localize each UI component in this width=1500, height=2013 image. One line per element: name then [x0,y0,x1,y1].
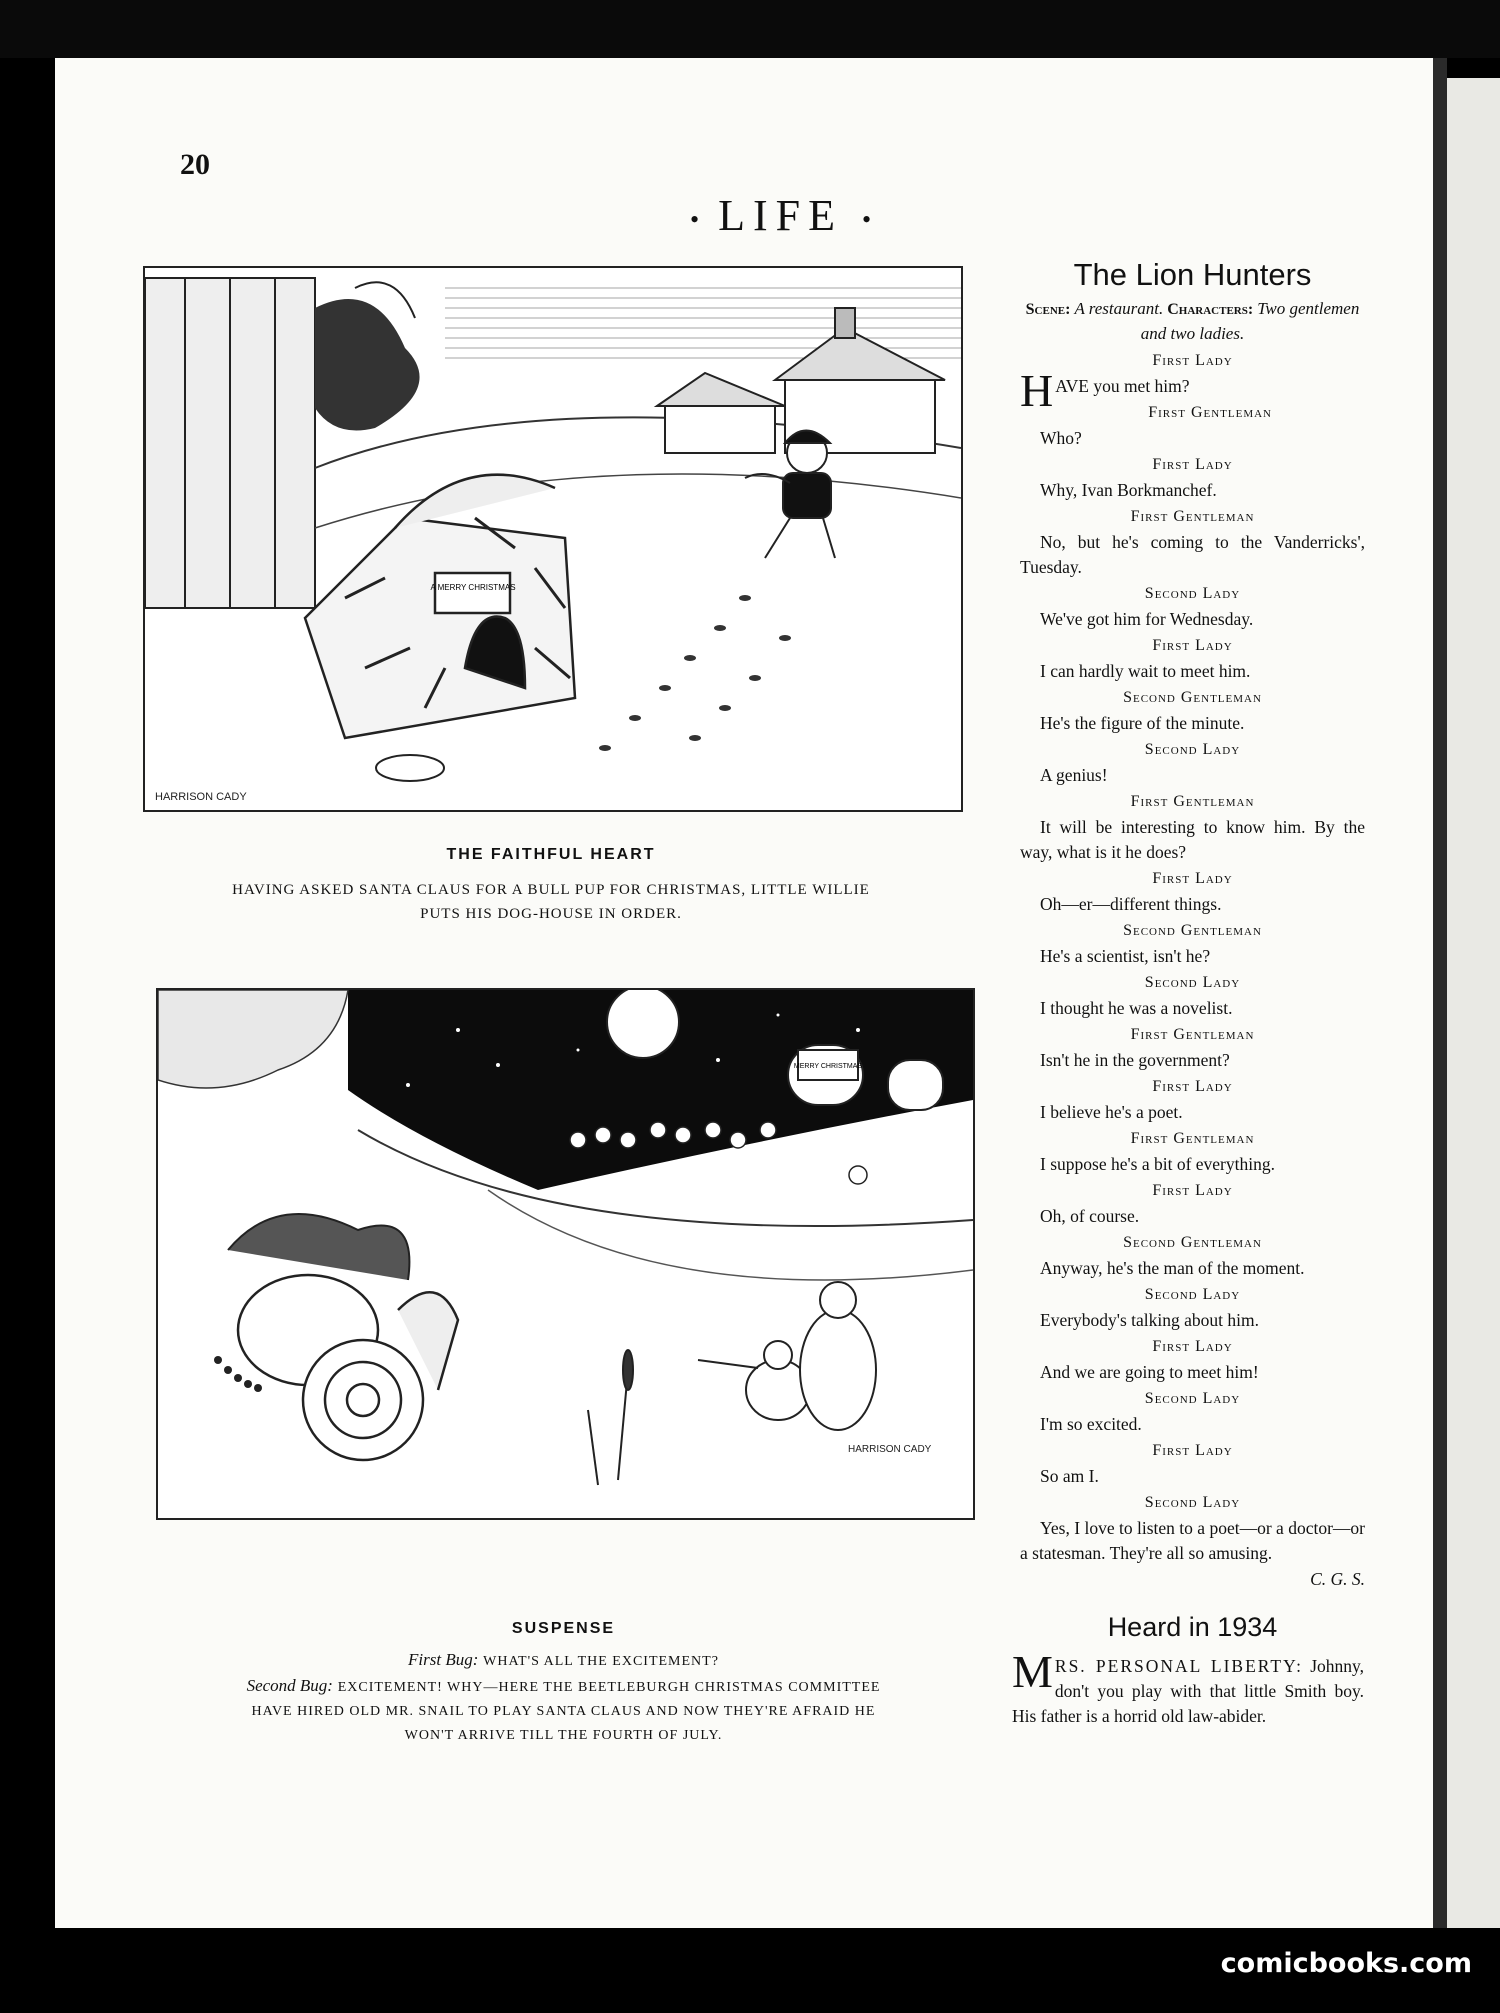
caption-title-suspense: SUSPENSE [511,1620,616,1637]
heard-text: Johnny, don't you play with that little Smith boy. His father is a horrid old law-abider. [1012,1656,1364,1726]
scene-label: Scene: [1025,301,1071,318]
dropcap: M [1012,1646,1053,1697]
dialogue-line: He's a scientist, isn't he? [1040,946,1211,966]
speaker-name: First Lady [1152,870,1233,887]
dialogue-line: Oh—er—different things. [1040,894,1222,914]
dialogue-line: Yes, I love to listen to a poet—or a doctor—or a statesman. They're all so amusing. [1020,1518,1365,1563]
dialogue-line: I believe he's a poet. [1040,1102,1183,1122]
speaker-name: Second Lady [1144,1390,1241,1407]
scene-text: A restaurant. [1074,299,1164,318]
dialogue-line-rest: AVE you met him? [1055,376,1190,396]
caption-text: EXCITEMENT! WHY—HERE THE BEETLEBURGH CHRISTMAS COMMITTEE [337,1680,881,1695]
speaker-name: Second Gentleman [1123,922,1262,939]
dialogue-line: Who? [1040,428,1082,448]
caption-line [156,1648,971,1674]
masthead [690,190,871,241]
speaker-name: First Gentleman [1130,1026,1255,1043]
characters-label: Characters: [1167,301,1254,318]
caption-line: HAVE HIRED OLD MR. SNAIL TO PLAY SANTA CLAUS AND NOW THEY'RE AFRAID HE [251,1704,876,1719]
adjacent-page-edge [1447,78,1500,1928]
heard-body [1012,1646,1364,1729]
dialogue-line: We've got him for Wednesday. [1040,609,1254,629]
speaker-name: First Lady [1152,637,1233,654]
speaker-name: First Lady [1152,1078,1233,1095]
lion-hunters-column [1020,255,1365,1592]
dialogue-line: A genius! [1040,765,1108,785]
dialogue-line: So am I. [1040,1466,1099,1486]
heard-title: Heard in 1934 [1107,1612,1278,1642]
faithful-heart-drawing [145,268,961,810]
speaker-name: Second Lady [1144,1286,1241,1303]
speaker-name: First Gentleman [1130,793,1255,810]
dialogue-line: Isn't he in the government? [1040,1050,1230,1070]
dialogue-line: Oh, of course. [1040,1206,1140,1226]
article-signature-row [1020,1566,1365,1592]
speaker-name: First Lady [1152,1442,1233,1459]
dialogue-line: No, but he's coming to the Vanderricks', Tuesday. [1020,532,1365,577]
caption-line: HAVING ASKED SANTA CLAUS FOR A BULL PUP FOR CHRISTMAS, LITTLE WILLIE [232,882,870,898]
dialogue-line: I thought he was a novelist. [1040,998,1233,1018]
scan-border-top [0,0,1500,58]
dialogue-line: Why, Ivan Borkmanchef. [1040,480,1217,500]
signature-harrison-cady: HARRISON CADY [155,791,247,803]
dialogue-line: I can hardly wait to meet him. [1040,661,1251,681]
speaker-name: First Lady [1152,352,1233,369]
illustration-faithful-heart [143,266,963,812]
speaker-name: First Lady [1152,1338,1233,1355]
dialogue-line: Everybody's talking about him. [1040,1310,1259,1330]
suspense-drawing [158,990,973,1518]
masthead-dot-right-icon: • [862,204,872,234]
speaker-second-bug: Second Bug: [246,1676,333,1695]
signature-harrison-cady: HARRISON CADY [848,1444,932,1455]
speaker-name: Second Gentleman [1123,689,1262,706]
dialogue-line: I suppose he's a bit of everything. [1040,1154,1275,1174]
dialogue-list [1020,347,1365,1566]
masthead-dot-left-icon: • [690,204,700,234]
dialogue-line: Anyway, he's the man of the moment. [1040,1258,1305,1278]
speaker-name: Second Gentleman [1123,1234,1262,1251]
dropcap: H [1020,365,1054,416]
doghouse-sign-text: A MERRY CHRISTMAS [430,583,516,592]
speaker-name: First Gentleman [1130,508,1255,525]
scene-description [1020,297,1365,347]
caption-body-faithful-heart [143,878,959,926]
masthead-title: LIFE [718,191,843,240]
speaker-first-bug: First Bug: [408,1650,479,1669]
article-signature: C. G. S. [1310,1569,1365,1589]
dialogue-line: It will be interesting to know him. By the way, what is it he does? [1020,817,1365,862]
speaker-name: First Gentleman [1148,404,1272,421]
dialogue-line: He's the figure of the minute. [1040,713,1245,733]
characters-text: Two gentlemen and two ladies. [1140,299,1360,343]
speaker-name: Second Lady [1144,741,1241,758]
speaker-name: First Gentleman [1130,1130,1255,1147]
speaker-name: Second Lady [1144,974,1241,991]
committee-sign-text: MERRY CHRISTMAS [793,1063,863,1070]
caption-line: WON'T ARRIVE TILL THE FOURTH OF JULY. [404,1728,723,1743]
caption-line [156,1674,971,1700]
speaker-name: Second Lady [1144,1494,1241,1511]
article-title: The Lion Hunters [1073,257,1312,292]
caption-body-suspense [156,1648,971,1748]
caption-text: WHAT'S ALL THE EXCITEMENT? [483,1654,719,1669]
speaker-name: First Lady [1152,1182,1233,1199]
illustration-suspense [156,988,975,1520]
speaker-name: Second Lady [1144,585,1241,602]
caption-title-faithful-heart: THE FAITHFUL HEART [446,846,656,863]
caption-line: PUTS HIS DOG-HOUSE IN ORDER. [420,906,682,922]
page-gutter-shadow [1433,58,1447,1928]
dialogue-line: I'm so excited. [1040,1414,1142,1434]
speaker-name: First Lady [1152,456,1233,473]
dialogue-line: And we are going to meet him! [1040,1362,1259,1382]
watermark: comicbooks.com [1220,1948,1472,1979]
page-number: 20 [180,148,210,181]
heard-lead: RS. PERSONAL LIBERTY: [1054,1656,1303,1676]
